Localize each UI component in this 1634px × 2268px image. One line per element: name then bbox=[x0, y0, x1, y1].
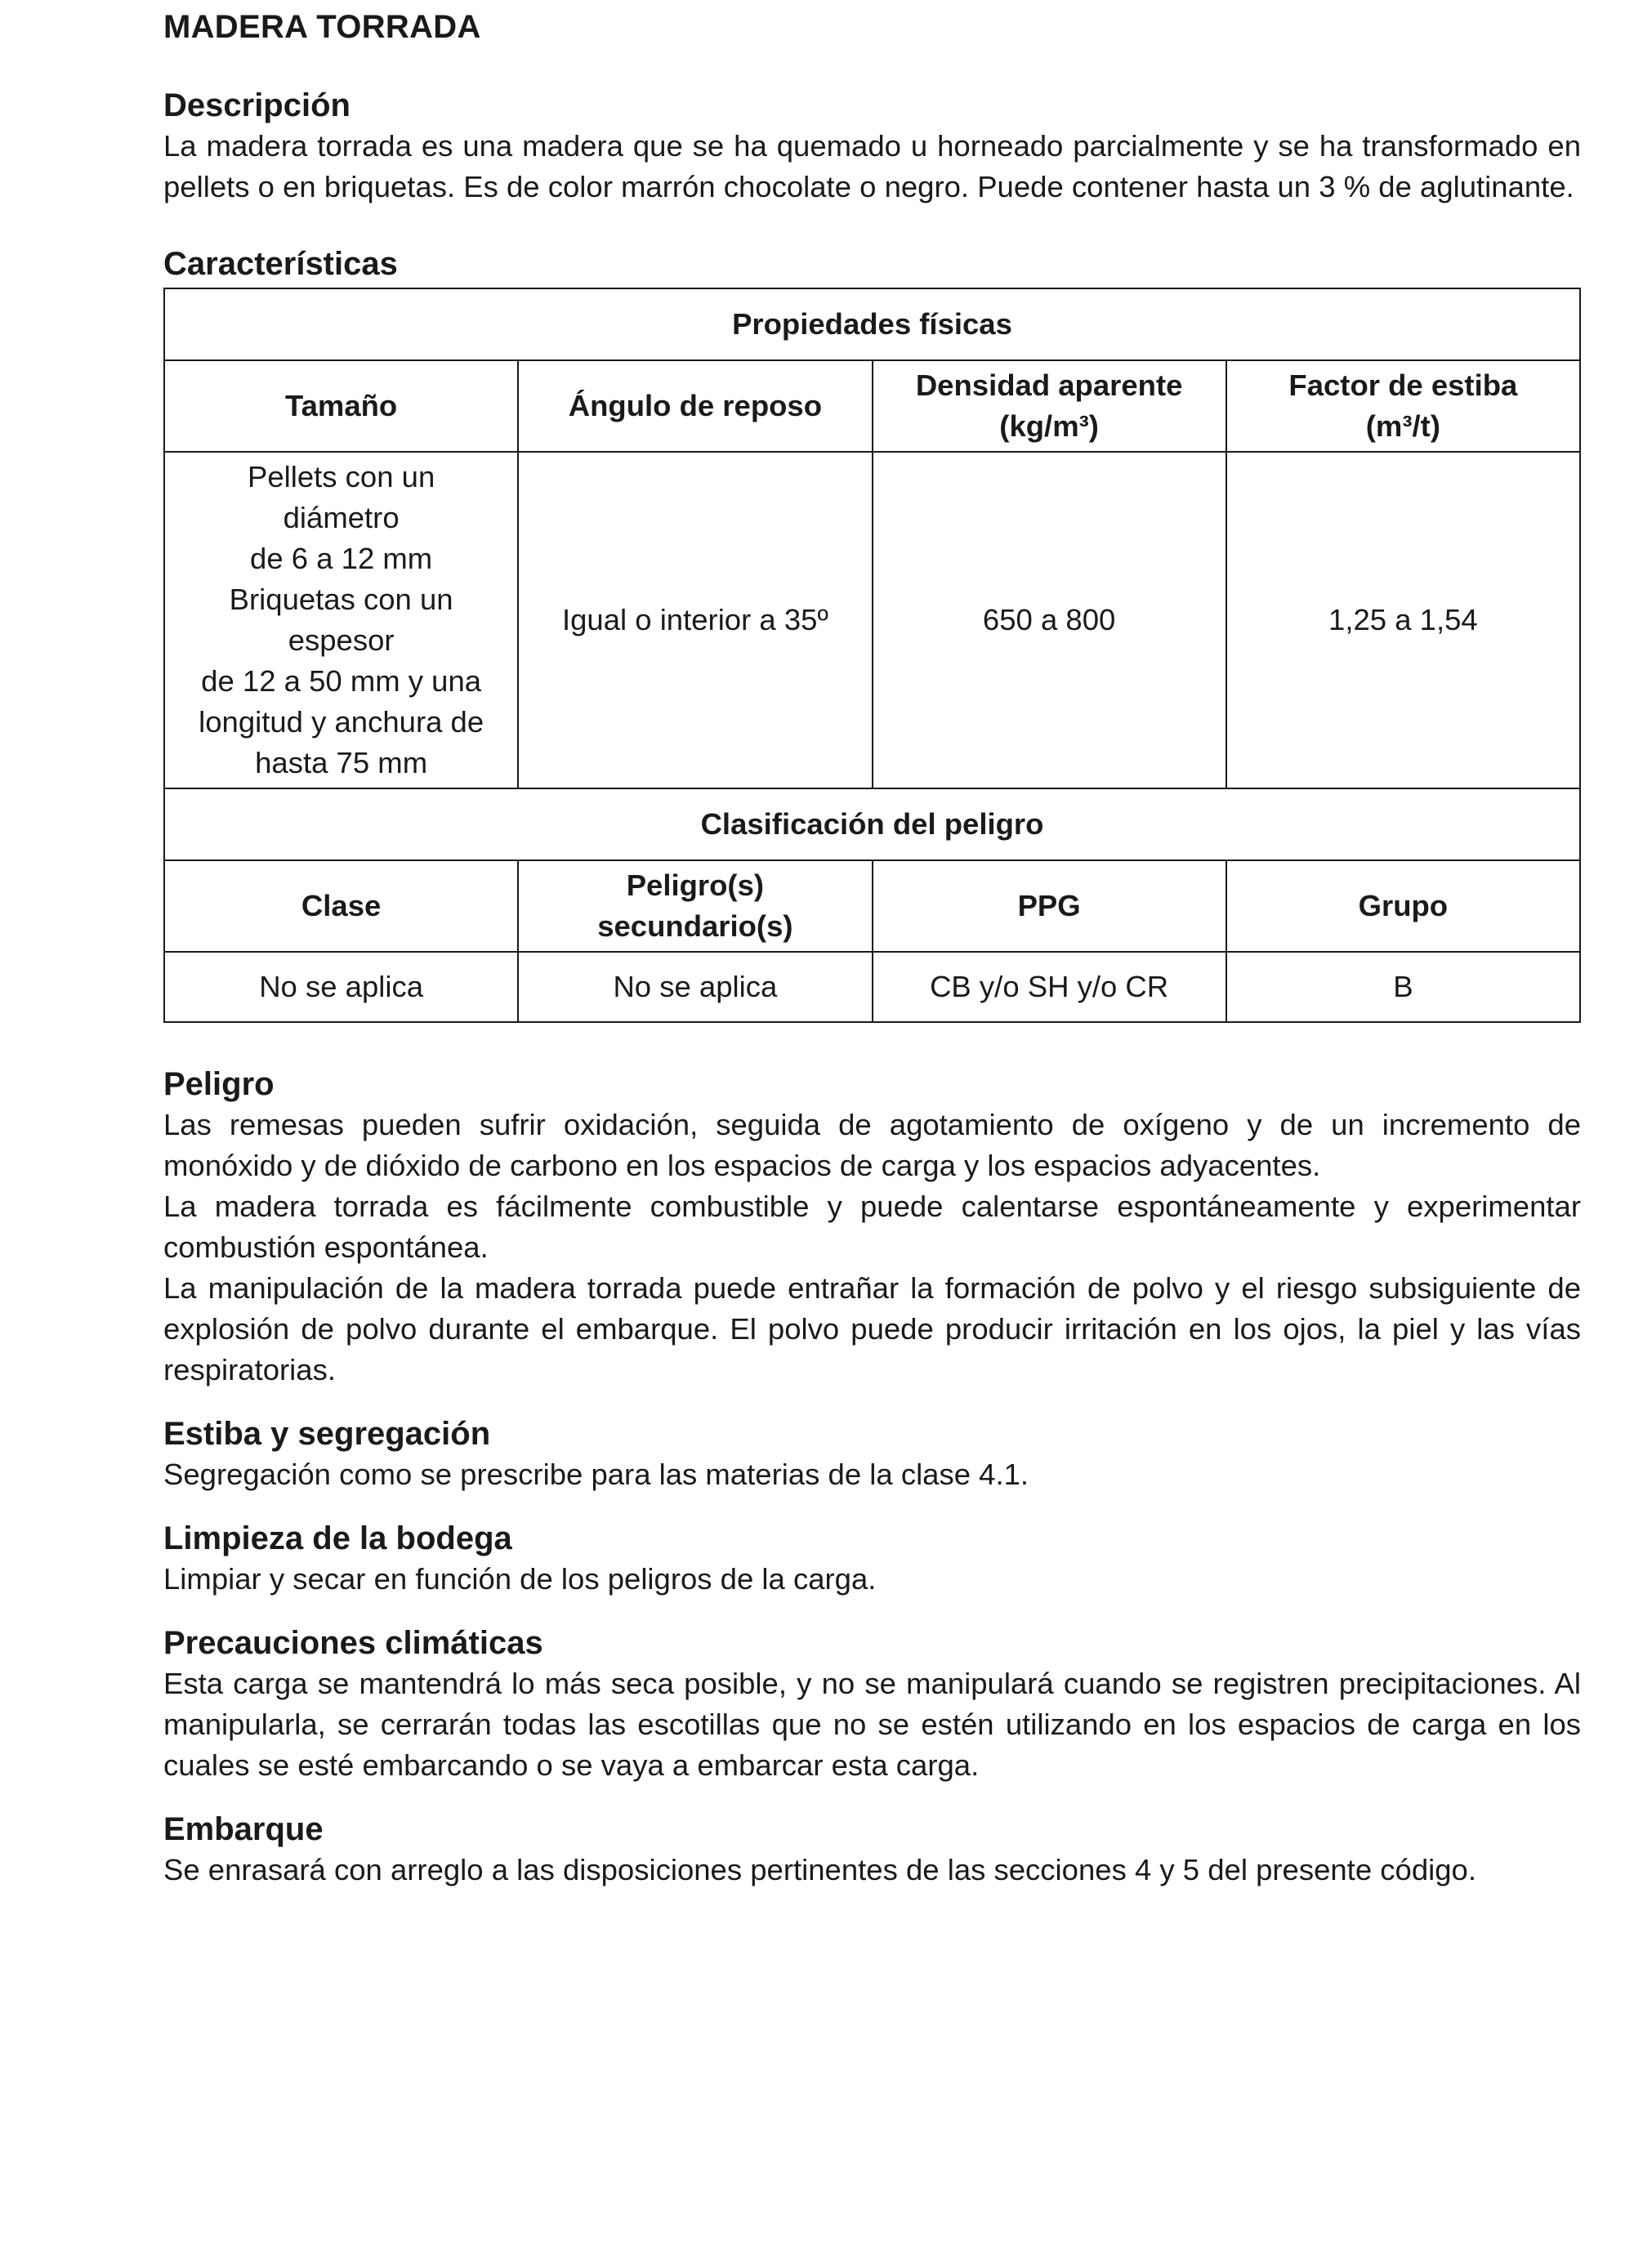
section-limpieza bbox=[163, 1518, 1581, 1600]
document-page bbox=[163, 0, 1581, 1891]
section-peligro bbox=[163, 1064, 1581, 1391]
table-group-row bbox=[164, 288, 1580, 360]
section-heading-caracteristicas: Características bbox=[163, 246, 398, 282]
group-header-propiedades: Propiedades físicas bbox=[164, 288, 1580, 360]
header-ppg: PPG bbox=[873, 860, 1226, 952]
header-grupo: Grupo bbox=[1226, 860, 1580, 952]
section-heading-peligro: Peligro bbox=[163, 1066, 275, 1102]
peligro-paragraph: Las remesas pueden sufrir oxidación, seguida de agotamiento de oxígeno y de un incremento de monóxido y de dióxido de carbono en los espacios de carga y los espacios adyacentes. bbox=[163, 1108, 1581, 1182]
descripcion-text: La madera torrada es una madera que se ha quemado u horneado parcialmente y se ha transformado en pellets o en briquetas. Es de color marrón chocolate o negro. Puede contener hasta un 3 % de aglutinante. bbox=[163, 129, 1581, 203]
limpieza-text: Limpiar y secar en función de los peligros de la carga. bbox=[163, 1562, 877, 1596]
section-precauciones bbox=[163, 1623, 1581, 1786]
table-group-row bbox=[164, 788, 1580, 860]
section-heading-limpieza: Limpieza de la bodega bbox=[163, 1520, 512, 1556]
cell-factor-estiba: 1,25 a 1,54 bbox=[1226, 452, 1580, 788]
section-heading-precauciones: Precauciones climáticas bbox=[163, 1625, 543, 1661]
section-caracteristicas bbox=[163, 243, 1581, 1023]
section-embarque bbox=[163, 1809, 1581, 1891]
section-heading-embarque: Embarque bbox=[163, 1811, 324, 1847]
peligro-paragraph: La manipulación de la madera torrada puede entrañar la formación de polvo y el riesgo subsiguiente de explosión de polvo durante el embarque. El polvo puede producir irritación en los ojos, la piel y las vías respiratorias. bbox=[163, 1271, 1581, 1386]
section-estiba bbox=[163, 1413, 1581, 1495]
table-header-row bbox=[164, 860, 1580, 952]
cell-ppg: CB y/o SH y/o CR bbox=[873, 952, 1226, 1022]
peligro-paragraph: La madera torrada es fácilmente combustible y puede calentarse espontáneamente y experimentar combustión espontánea. bbox=[163, 1190, 1581, 1264]
group-header-clasificacion: Clasificación del peligro bbox=[164, 788, 1580, 860]
header-angulo: Ángulo de reposo bbox=[518, 360, 872, 452]
header-factor-estiba: Factor de estiba (m³/t) bbox=[1226, 360, 1580, 452]
properties-table bbox=[163, 288, 1581, 1023]
table-header-row bbox=[164, 360, 1580, 452]
header-clase: Clase bbox=[164, 860, 518, 952]
cell-clase: No se aplica bbox=[164, 952, 518, 1022]
cell-peligros-secundarios: No se aplica bbox=[518, 952, 872, 1022]
embarque-text: Se enrasará con arreglo a las disposiciones pertinentes de las secciones 4 y 5 del presente código. bbox=[163, 1853, 1476, 1886]
cell-densidad: 650 a 800 bbox=[873, 452, 1226, 788]
table-row bbox=[164, 952, 1580, 1022]
table-row bbox=[164, 452, 1580, 788]
cell-tamano: Pellets con un diámetro de 6 a 12 mm Briquetas con un espesor de 12 a 50 mm y una longitud y anchura de hasta 75 mm bbox=[164, 452, 518, 788]
header-tamano: Tamaño bbox=[164, 360, 518, 452]
header-densidad: Densidad aparente (kg/m³) bbox=[873, 360, 1226, 452]
estiba-text: Segregación como se prescribe para las materias de la clase 4.1. bbox=[163, 1458, 1029, 1491]
precauciones-text: Esta carga se mantendrá lo más seca posible, y no se manipulará cuando se registren precipitaciones. Al manipularla, se cerrarán todas las escotillas que no se estén utilizando en los espacios de carga en los cuales se esté embarcando o se vaya a embarcar esta carga. bbox=[163, 1667, 1581, 1782]
section-heading-descripcion: Descripción bbox=[163, 87, 350, 123]
header-peligros-secundarios: Peligro(s) secundario(s) bbox=[518, 860, 872, 952]
cell-grupo: B bbox=[1226, 952, 1580, 1022]
section-descripcion bbox=[163, 85, 1581, 208]
section-heading-estiba: Estiba y segregación bbox=[163, 1416, 491, 1452]
document-title: MADERA TORRADA bbox=[163, 9, 481, 45]
cell-angulo: Igual o interior a 35º bbox=[518, 452, 872, 788]
